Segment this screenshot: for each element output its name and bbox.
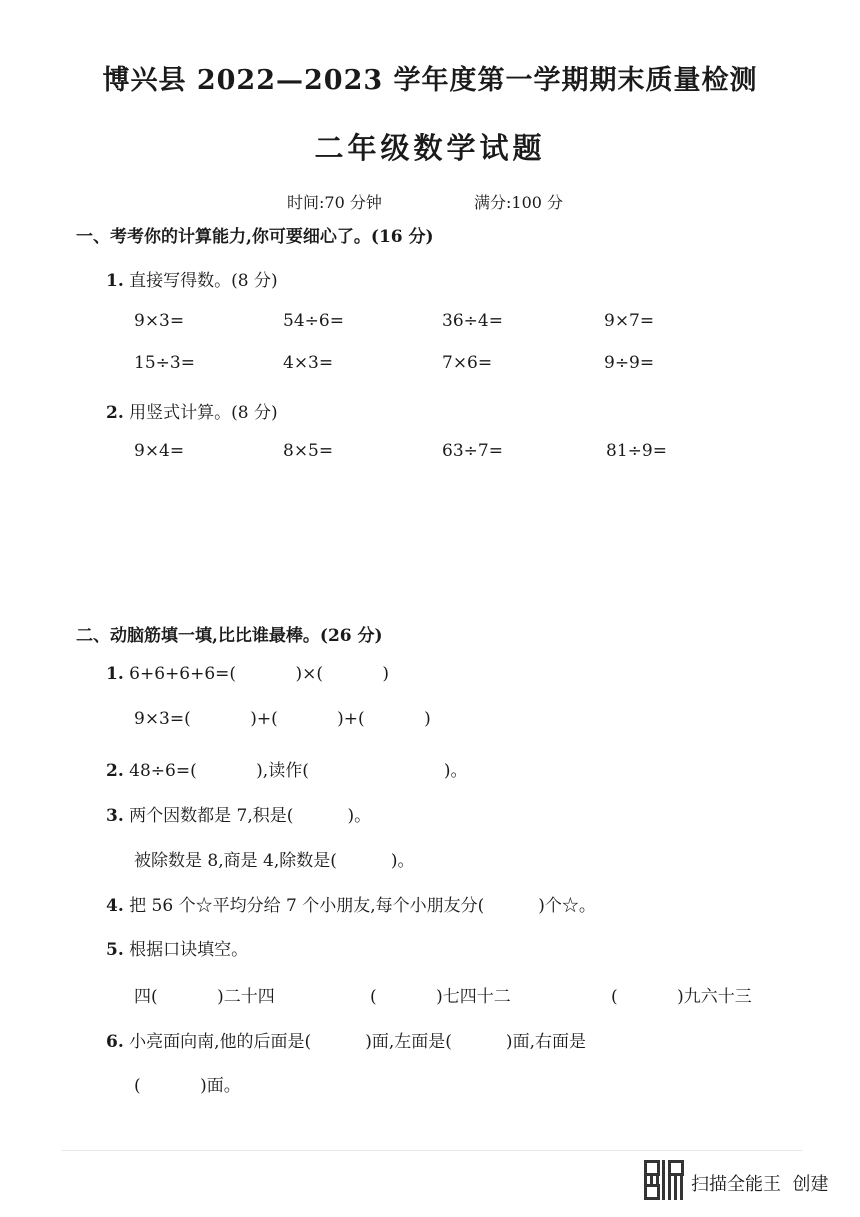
calc-item: 7×6= — [442, 353, 493, 373]
question-number: 6. — [106, 1032, 124, 1052]
question-text: 小亮面向南,他的后面是( )面,左面是( )面,右面是 — [129, 1032, 586, 1052]
question-2-6 — [106, 1027, 586, 1052]
question-text: 把 56 个☆平均分给 7 个小朋友,每个小朋友分( )个☆。 — [129, 896, 596, 916]
question-text-continued: ( )面。 — [134, 1076, 241, 1096]
fill-blank-item: ( )九六十三 — [611, 987, 752, 1007]
calc-item: 9×4= — [134, 441, 185, 461]
calc-item: 81÷9= — [606, 441, 667, 461]
question-2-3 — [106, 801, 371, 826]
calc-item: 9×3= — [134, 311, 185, 331]
calc-item: 9÷9= — [604, 353, 655, 373]
calc-item: 63÷7= — [442, 441, 503, 461]
question-text-continued: 9×3=( )+( )+( ) — [134, 709, 431, 729]
qr-code-icon — [644, 1160, 684, 1200]
question-number: 1. — [106, 271, 124, 291]
question-text-continued: 被除数是 8,商是 4,除数是( )。 — [134, 851, 415, 871]
calc-item: 54÷6= — [283, 311, 344, 331]
question-text: 根据口诀填空。 — [129, 940, 249, 960]
exam-score: 满分:100 分 — [474, 193, 564, 212]
question-2-5 — [106, 935, 248, 960]
question-number: 4. — [106, 896, 124, 916]
fill-blank-item: ( )七四十二 — [370, 987, 511, 1007]
question-number: 3. — [106, 806, 124, 826]
fill-blank-item: 四( )二十四 — [134, 987, 275, 1007]
section-2-title: 二、动脑筋填一填,比比谁最棒。(26 分) — [76, 626, 383, 646]
exam-title: 博兴县 2022—2023 学年度第一学期期末质量检测 — [102, 65, 758, 96]
question-1-1 — [106, 266, 278, 291]
exam-subtitle: 二年级数学试题 — [314, 131, 546, 165]
question-number: 2. — [106, 761, 124, 781]
question-text: 用竖式计算。(8 分) — [129, 403, 278, 423]
question-text: 两个因数都是 7,积是( )。 — [129, 806, 372, 826]
question-text: 6+6+6+6=( )×( ) — [129, 664, 390, 684]
calc-item: 15÷3= — [134, 353, 195, 373]
calc-item: 8×5= — [283, 441, 334, 461]
question-2-1 — [106, 664, 389, 684]
scanner-brand-label: 扫描全能王 创建 — [691, 1174, 829, 1195]
question-number: 2. — [106, 403, 124, 423]
calc-item: 4×3= — [283, 353, 334, 373]
footer-divider — [62, 1150, 802, 1151]
question-1-2 — [106, 398, 278, 423]
question-text: 直接写得数。(8 分) — [129, 271, 278, 291]
question-number: 5. — [106, 940, 124, 960]
section-1-title: 一、考考你的计算能力,你可要细心了。(16 分) — [76, 227, 434, 247]
exam-time: 时间:70 分钟 — [287, 193, 382, 212]
calc-item: 36÷4= — [442, 311, 503, 331]
question-2-2 — [106, 756, 468, 781]
question-text: 48÷6=( ),读作( )。 — [129, 761, 468, 781]
question-number: 1. — [106, 664, 124, 684]
question-2-4 — [106, 891, 596, 916]
calc-item: 9×7= — [604, 311, 655, 331]
